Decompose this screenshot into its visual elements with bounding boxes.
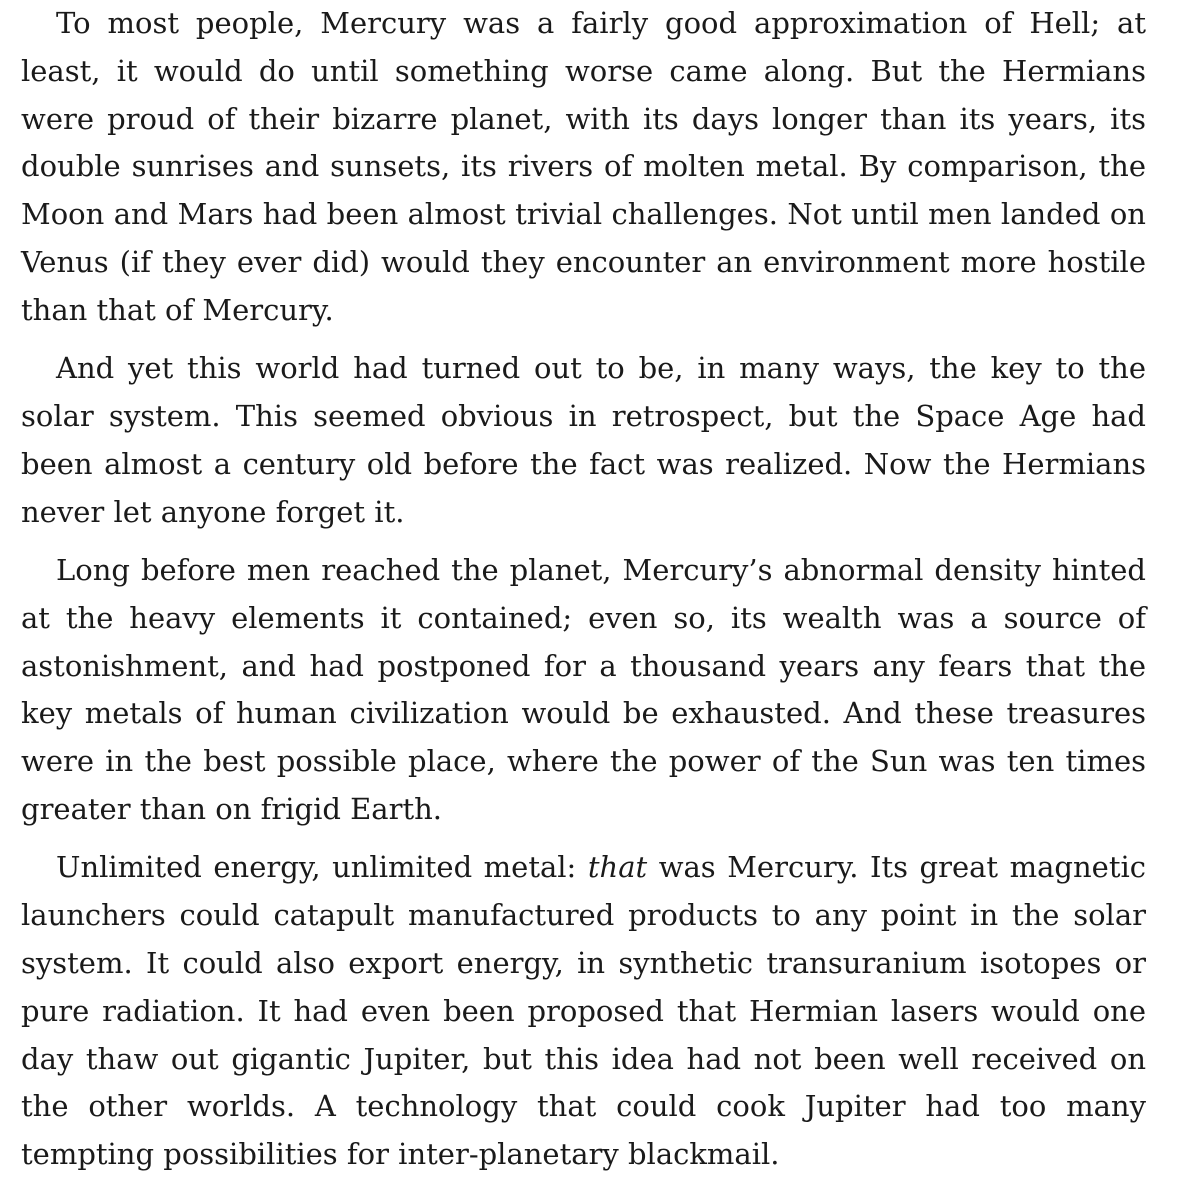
paragraph-1: To most people, Mercury was a fairly good approximation of Hell; at least, it would do until something worse came along. But the Hermians were proud of their bizarre planet, with its days longer than its years, its double sunrises and sunsets, its rivers of molten metal. By comparison, the Moon and Mars had been almost trivial challenges. Not until men landed on Venus (if they ever did) would they encounter an environment more hostile than that of Mercury. xyxy=(21,6,1146,327)
paragraph-3: Long before men reached the planet, Mercury’s abnormal density hinted at the heavy elements it contained; even so, its wealth was a source of astonishment, and had postponed for a thousand years any fears that the key metals of human civilization would be exhausted. And these treasures were in the best possible place, where the power of the Sun was ten times greater than on frigid Earth. xyxy=(21,552,1146,826)
paragraph-4-start: Unlimited energy, unlimited metal: xyxy=(56,850,588,885)
paragraph-4 xyxy=(21,844,1146,1179)
paragraph-2: And yet this world had turned out to be, in many ways, the key to the solar system. This seemed obvious in retrospect, but the Space Age had been almost a century old before the fact was realized. Now the Hermians never let anyone forget it. xyxy=(21,351,1146,529)
paragraph-4-end: was Mercury. Its great magnetic launchers could catapult manufactured products to any point in the solar system. It could also export energy, in synthetic transuranium isotopes or pure radiation. It had even been proposed that Hermian lasers would one day thaw out gigantic Jupiter, but this idea had not been well received on the other worlds. A technology that could cook Jupiter had too many tempting possibilities for inter-planetary blackmail. xyxy=(21,850,1146,1172)
emphasis-that: that xyxy=(587,850,648,885)
